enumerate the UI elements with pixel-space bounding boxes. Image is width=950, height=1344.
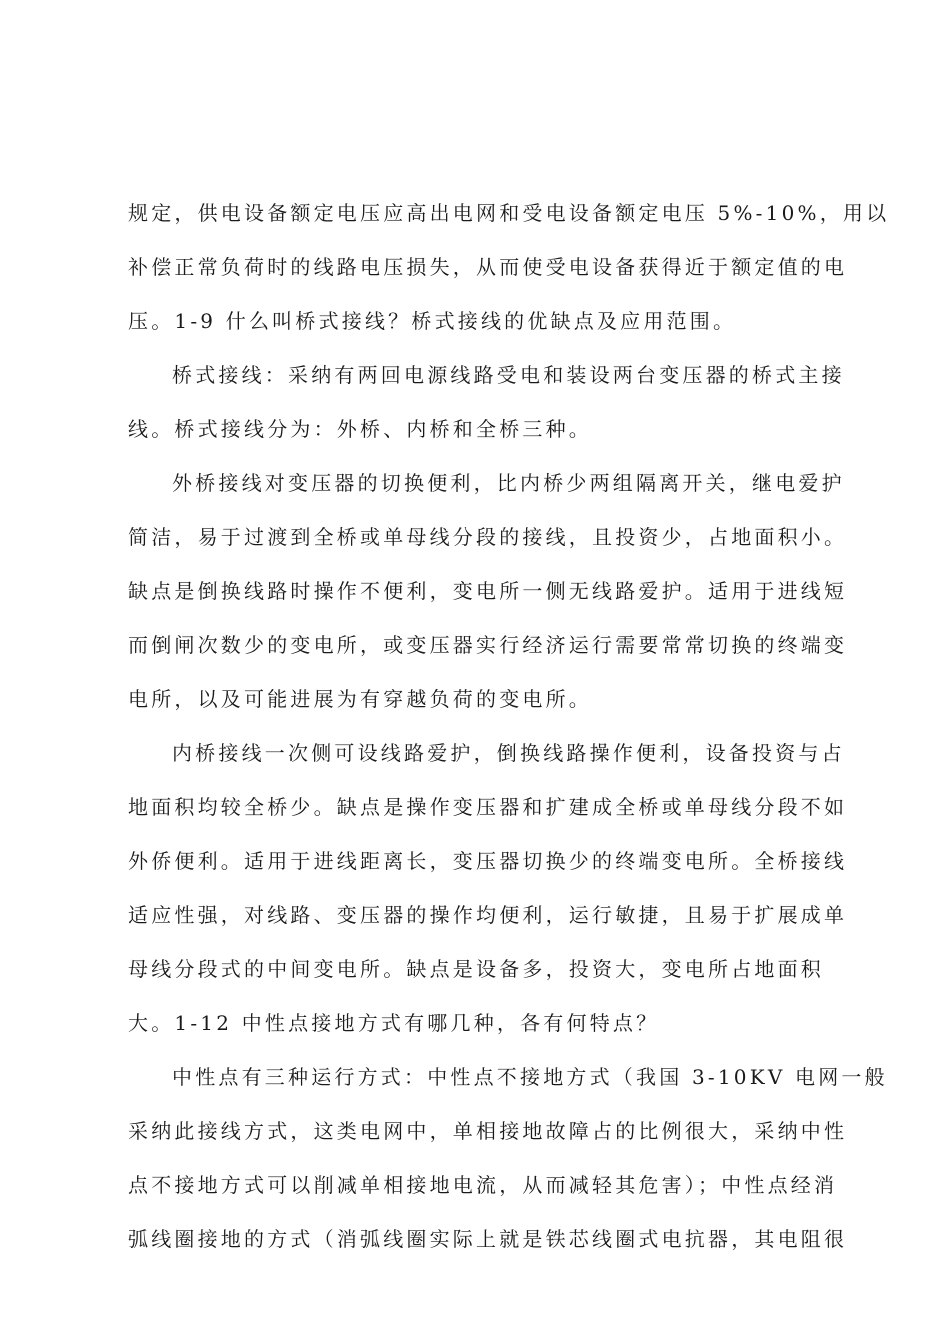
text-line: 母线分段式的中间变电所。缺点是设备多，投资大，变电所占地面积 <box>128 957 824 981</box>
text-line: 弧线圈接地的方式（消弧线圈实际上就是铁芯线圈式电抗器，其电阻很 <box>128 1227 848 1251</box>
text-line: 点不接地方式可以削减单相接地电流，从而减轻其危害）；中性点经消 <box>128 1173 838 1197</box>
text-line: 地面积均较全桥少。缺点是操作变压器和扩建成全桥或单母线分段不如 <box>128 795 848 819</box>
text-line: 而倒闸次数少的变电所，或变压器实行经济运行需要常常切换的终端变 <box>128 633 848 657</box>
text-line: 采纳此接线方式，这类电网中，单相接地故障占的比例很大，采纳中性 <box>128 1119 848 1143</box>
paragraph-start-line: 桥式接线：采纳有两回电源线路受电和装设两台变压器的桥式主接 <box>172 363 845 387</box>
text-line: 规定，供电设备额定电压应高出电网和受电设备额定电压 5%-10%，用以 <box>128 201 890 225</box>
text-line: 缺点是倒换线路时操作不便利，变电所一侧无线路爱护。适用于进线短 <box>128 579 848 603</box>
text-line: 外侨便利。适用于进线距离长，变压器切换少的终端变电所。全桥接线 <box>128 849 848 873</box>
text-line: 简洁，易于过渡到全桥或单母线分段的接线，且投资少，占地面积小。 <box>128 525 848 549</box>
text-line: 线。桥式接线分为：外桥、内桥和全桥三种。 <box>128 417 592 441</box>
document-body <box>128 188 890 1268</box>
text-line: 大。1-12 中性点接地方式有哪几种，各有何特点？ <box>128 1011 660 1035</box>
text-line: 补偿正常负荷时的线路电压损失，从而使受电设备获得近于额定值的电 <box>128 255 848 279</box>
text-line: 电所，以及可能进展为有穿越负荷的变电所。 <box>128 687 592 711</box>
text-line: 压。1-9 什么叫桥式接线？桥式接线的优缺点及应用范围。 <box>128 309 737 333</box>
text-line: 适应性强，对线路、变压器的操作均便利，运行敏捷，且易于扩展成单 <box>128 903 848 927</box>
paragraph-start-line: 内桥接线一次侧可设线路爱护，倒换线路操作便利，设备投资与占 <box>172 741 845 765</box>
paragraph-start-line: 中性点有三种运行方式：中性点不接地方式（我国 3-10KV 电网一般 <box>172 1065 888 1089</box>
paragraph-start-line: 外桥接线对变压器的切换便利，比内桥少两组隔离开关，继电爱护 <box>172 471 845 495</box>
